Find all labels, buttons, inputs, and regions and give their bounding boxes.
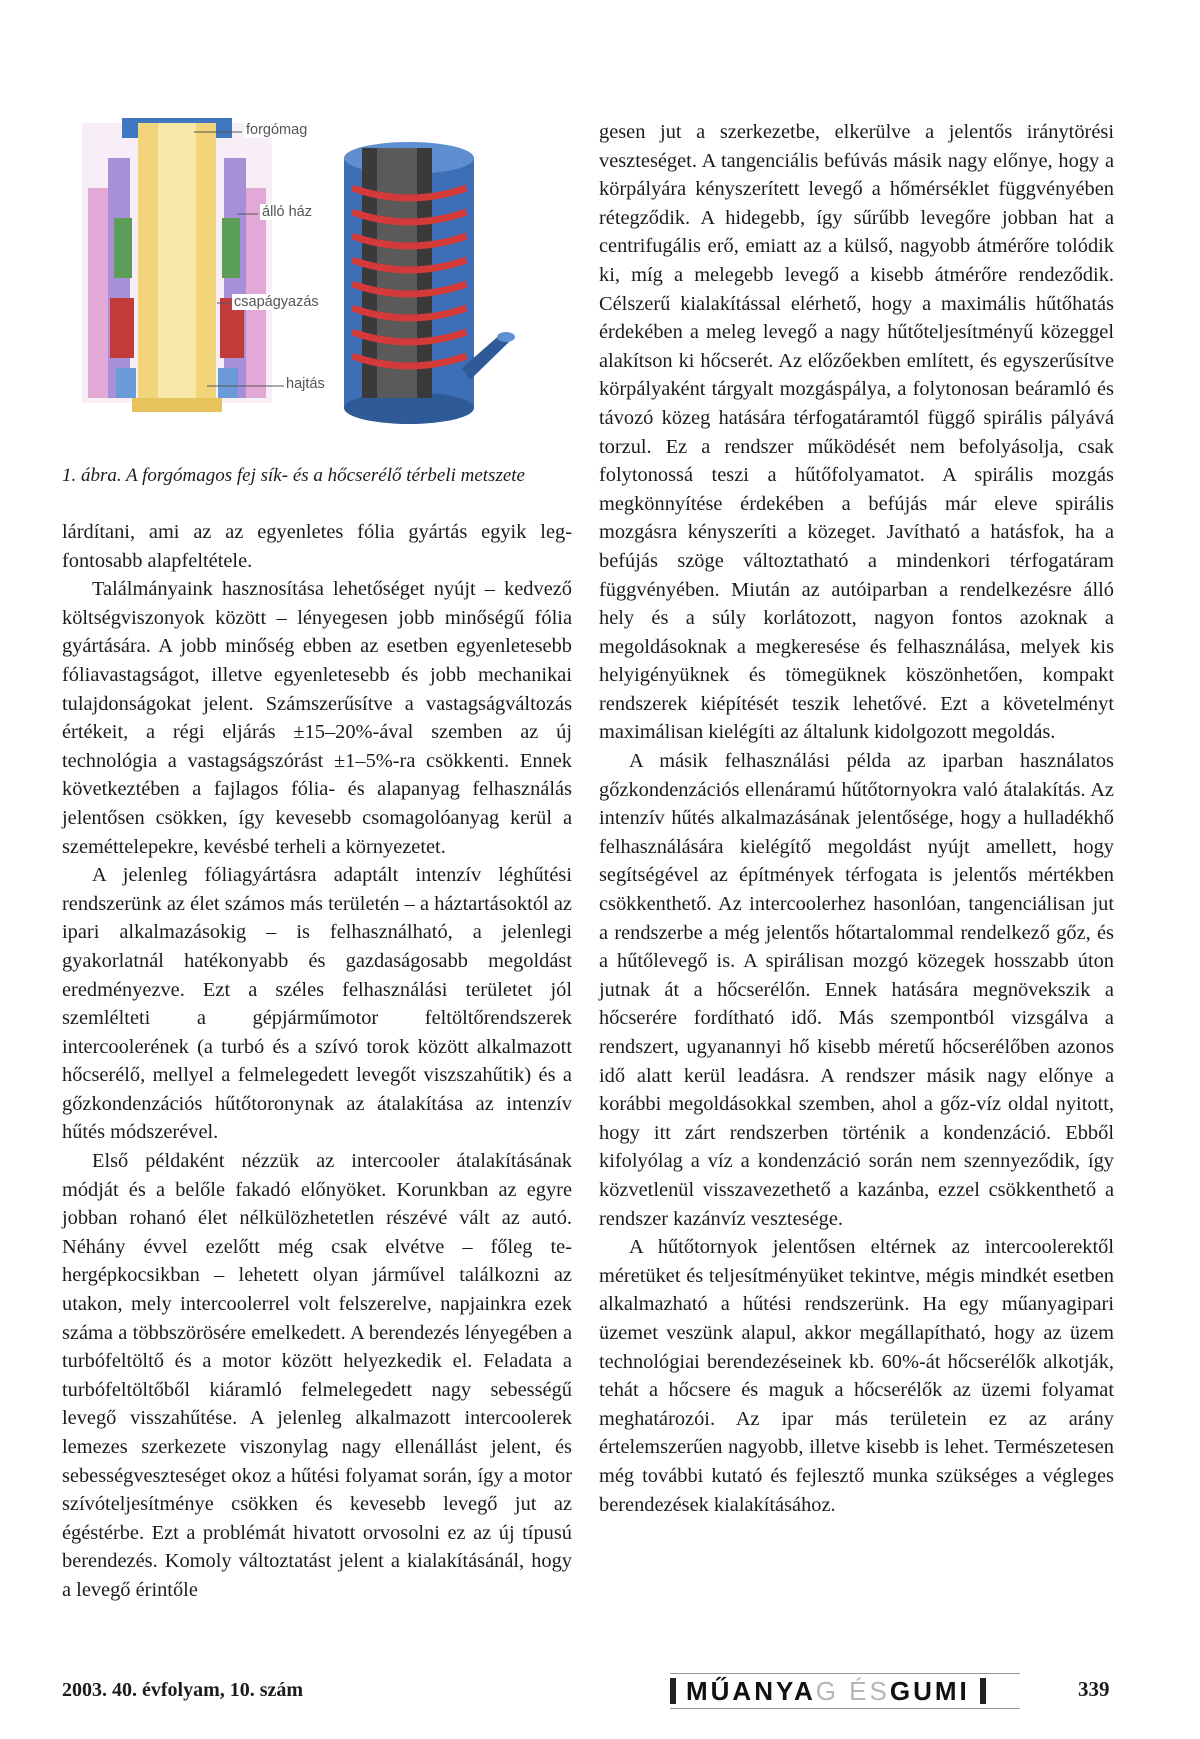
paragraph: Találmányaink hasznosítása lehetőséget nyújt – kedvező költségviszonyok között – lényegesen jobb minőségű fólia gyártására. A jobb minőség ebben az esetben egyenletesebb fóliavastagságot, illetve egyenletesebb és jobb mechanikai tulajdonságokat jelent. Számszerűsítve a vastagságváltozás értékeit, a régi eljárás ±15–20%-ával szemben az új technológia a vastagságszórást ±1–5%-ra csökkenti. Ennek következtében a fajlagos fólia- és alapanyag felhasználás jelentősen csökken, így kevesebb csomagolóanyag kerül a szeméttelepekre, kevésbé terheli a környezetet. xyxy=(62,578,572,858)
logo-bar-right xyxy=(980,1678,986,1704)
paragraph: A másik felhasználási példa az iparban használatos gőzkondenzációs ellenáramú hűtőtornyokra való átalakítás. Az intenzív hűtés alkalmazásának jelentősége, hogy a hulladékhő felhasználására kielégítő megoldást nyújt amellett, hogy segítségével az építmények térfogata is jelentős mértékben csökkenthető. Az intercoolerhez hasonlóan, tangenciálisan jut a rendszerbe a még jelentős hőtartalommal rendelkező gőz, és a hűtőlevegő is. A spirálisan mozgó közegek hosszabb úton jutnak át a hőcserélőn. Ennek hatására megnövekszik a hőcserére fordítható idő. Más szempontból vizsgálva a rendszert, ugyanannyi hő kisebb méretű hőcserélőben azonos idő alatt kerül leadásra. A rendszer másik nagy előnye a korábbi megoldásokkal szemben, ahol a gőz-víz oldal nyitott, hogy itt zárt rendszerben történik a kondenzáció. Ebből kifolyólag a víz a kondenzáció során nem szennyeződik, így közvetlenül visszavezethető a kazánba, ezzel csökkenthető a rendszer kazánvíz vesztesége. xyxy=(599,750,1114,1230)
paragraph: gesen jut a szerkezetbe, elkerülve a jelentős iránytörési veszteséget. A tangenciális befúvás másik nagy előnye, hogy a körpályára kényszerített levegő a hőmérséklet függvényében rétegződik. A hidegebb, így sűrűbb levegőre jobban hat a centrifugális erő, emiatt az a külső, nagyobb átmérőre tolódik ki, míg a melegebb levegő a kisebb átmérőre rendeződik. Célszerű kialakítással elérhető, hogy a maximális hűtőhatás érdekében a meleg levegő a nagy hűtőteljesítményű közeggel alakítson ki hőcserét. Az előzőekben említett, és egyszerűsítve körpályaként tárgyalt mozgáspálya, a folytonosan beáramló és távozó közeg hatására térfogatáramtól függő spirális pályává torzul. Ez a rendszer működését nem befolyásolja, csak folytonossá teszi a hűtőfolyamatot. A spirális mozgás megkönnyítése érdekében a befújás már eleve spirális mozgásra kényszeríti a közeget. Javítható a hatásfok, ha a befújás szöge változtatható a mindenkori térfogatáram függvényében. Miután az autóiparban a rendelkezésre álló hely és a súly korlátozott, nagyon fontos azoknak a megoldásoknak a megkeresése és felhasználása, melyek kis helyigényüknek és tömegüknek köszönhetően, kompakt rendszerek kiépítését teszik lehetővé. Ezt a követelményt maximálisan kielégíti az általunk kidolgozott megoldás. xyxy=(599,121,1114,744)
rotating-head-section xyxy=(82,118,284,412)
right-column xyxy=(599,118,1114,1519)
label-csapagyazas: csapágyazás xyxy=(234,294,319,310)
label-forgomag: forgómag xyxy=(246,122,308,138)
journal-logo xyxy=(670,1673,1020,1709)
label-hajtas: hajtás xyxy=(286,376,325,392)
issue-info: 2003. 40. évfolyam, 10. szám xyxy=(62,1679,304,1701)
page-number: 339 xyxy=(1078,1677,1110,1701)
journal-name-part2: G ÉS xyxy=(815,1675,890,1706)
logo-bar-left xyxy=(670,1678,676,1704)
heat-exchanger-3d xyxy=(344,142,515,424)
label-allo-haz: álló ház xyxy=(262,204,312,220)
paragraph: Első példaként nézzük az intercooler átalakításának módját és a belőle fakadó előnyöket. Korunkban az egyre jobban rohanó élet nélkülözhetetlen részévé vált az autó. Néhány évvel ezelőtt még csak elvétve – főleg tehergépkocsikban – lehetett olyan járművel találkozni az utakon, mely intercoolerrel volt felszerelve, napjainkra ezek száma a többszörösére emelkedett. A berendezés lényegében a turbófeltöltő és a motor között helyezkedik el. Feladata a turbófeltöltőből kiáramló felmelegedett nagy sebességű levegő visszahűtése. A jelenleg alkalmazott intercoolerek lemezes szerkezete viszonylag nagy ellenállást jelent, és sebességveszteséget okoz a hűtési folyamat során, így a motor szívóteljesítménye csökken és kevesebb levegő jut az égéstérbe. Ezt a problémát hivatott orvosolni ez az új típusú berendezés. Komoly változtatást jelent a kialakításánál, hogy a levegő érintőle xyxy=(62,1150,572,1601)
figure-illustration xyxy=(62,118,582,458)
figure xyxy=(62,118,582,488)
left-column xyxy=(62,518,572,1605)
figure-caption: 1. ábra. A forgómagos fej sík- és a hőcserélő térbeli metszete xyxy=(62,465,525,486)
paragraph: A jelenleg fóliagyártásra adaptált intenzív léghűtési rendszerünk az élet számos más területén – a háztartásoktól az ipari alkalmazásokig – is felhasználható, a jelenlegi gyakorlatnál hatékonyabb és gazdaságosabb megoldást eredményezve. Ezt a széles felhasználási területet jól szemlélteti a gépjárműmotor feltöltőrendszerek intercoolerének (a turbó és a szívó torok között alkalmazott hőcserélő, mellyel a felmelegedett levegőt viszszahűtik) és a gőzkondenzációs hűtőtoronynak az átalakítása az intenzív hűtés módszerével. xyxy=(62,864,572,1144)
journal-name-part1: MŰANYA xyxy=(686,1675,816,1706)
paragraph: A hűtőtornyok jelentősen eltérnek az intercoolerektől méretüket és teljesítményüket tekintve, mégis mindkét esetben alkalmazható a hűtési rendszerünk. Ha egy műanyagipari üzemet veszünk alapul, akkor megállapítható, hogy az üzem technológiai berendezéseinek kb. 60%-át hőcserélők alkotják, tehát a hőcsere és maguk a hőcserélők az üzemi folyamat meghatározói. Az ipar más területein ez az arány értelemszerűen nagyobb, illetve kisebb is lehet. Természetesen még további kutató és fejlesztő munka szükséges a végleges berendezések kialakításához. xyxy=(599,1236,1114,1516)
journal-name-part3: GUMI xyxy=(889,1675,970,1706)
paragraph: lárdítani, ami az az egyenletes fólia gyártás egyik legfontosabb alapfeltétele. xyxy=(62,521,572,572)
